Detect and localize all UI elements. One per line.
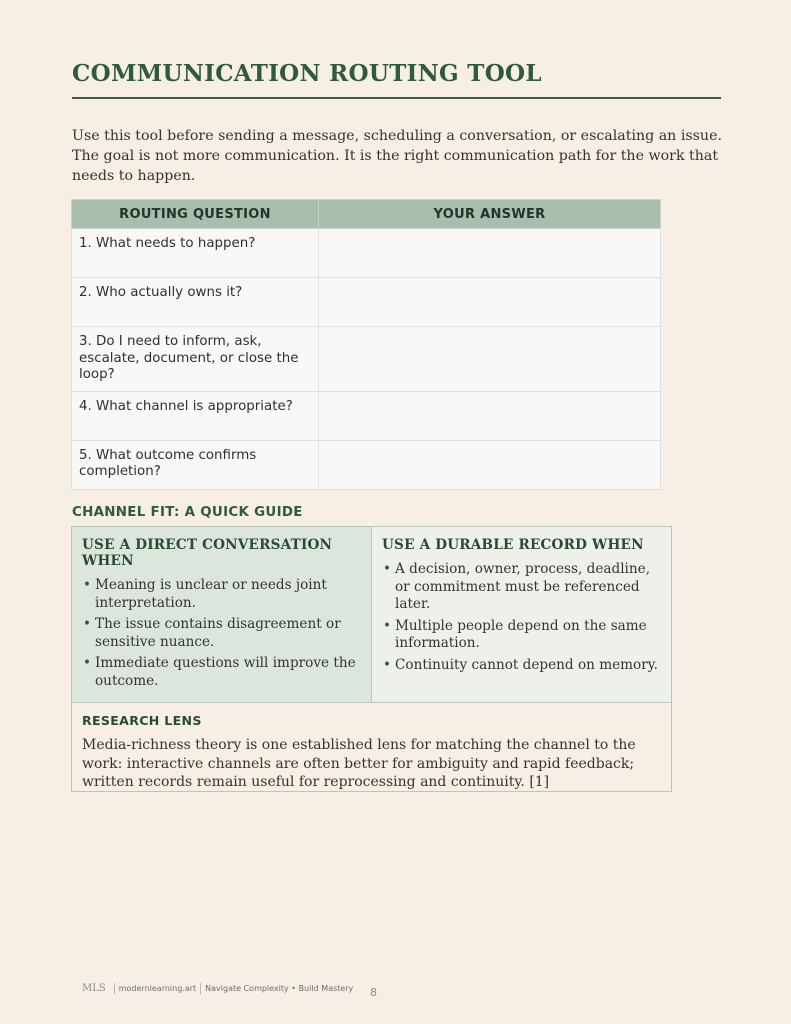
durable-record-title: USE A DURABLE RECORD WHEN bbox=[382, 537, 644, 553]
list-item: • The issue contains disagreement or sensitive nuance. bbox=[83, 616, 341, 650]
footer-divider bbox=[200, 983, 201, 994]
answer-cell[interactable] bbox=[319, 440, 661, 489]
bullet-icon: • bbox=[83, 655, 92, 671]
footer bbox=[82, 983, 353, 994]
table-row bbox=[72, 229, 661, 278]
bullet-icon: • bbox=[383, 656, 392, 673]
answer-cell[interactable] bbox=[319, 327, 661, 392]
routing-question: 1. What needs to happen? bbox=[72, 229, 319, 278]
direct-conversation-title: USE A DIRECT CONVERSATION WHEN bbox=[82, 537, 333, 569]
list-item: • Multiple people depend on the same information. bbox=[383, 617, 647, 651]
direct-conversation-list bbox=[82, 577, 361, 690]
list-item: • Meaning is unclear or needs joint interpretation. bbox=[83, 577, 327, 611]
routing-table bbox=[71, 199, 661, 490]
table-header-row bbox=[72, 200, 661, 229]
title-divider bbox=[72, 97, 721, 99]
answer-cell[interactable] bbox=[319, 278, 661, 327]
research-lens-title: RESEARCH LENS bbox=[82, 713, 202, 728]
routing-question: 5. What outcome confirms completion? bbox=[72, 440, 319, 489]
page-number: 8 bbox=[370, 986, 377, 999]
routing-question: 4. What channel is appropriate? bbox=[72, 391, 319, 440]
direct-conversation-panel bbox=[72, 527, 372, 702]
research-lens-text: Media-richness theory is one established lens for matching the channel to the work: interactive channels are often better for ambiguity and rapid feedback; written records remain useful for reprocessing and continuity. [1] bbox=[82, 737, 636, 790]
list-item: • Continuity cannot depend on memory. bbox=[383, 656, 658, 673]
table-row bbox=[72, 327, 661, 392]
durable-record-panel bbox=[372, 527, 671, 702]
answer-cell[interactable] bbox=[319, 391, 661, 440]
research-lens-panel bbox=[72, 702, 671, 791]
durable-record-list bbox=[382, 561, 661, 674]
brand-logo: MLS bbox=[82, 983, 106, 994]
header-your-answer: YOUR ANSWER bbox=[319, 200, 661, 229]
routing-question: 3. Do I need to inform, ask, escalate, document, or close the loop? bbox=[72, 327, 319, 392]
list-item: • Immediate questions will improve the outcome. bbox=[83, 655, 356, 689]
channel-fit-heading: CHANNEL FIT: A QUICK GUIDE bbox=[72, 505, 303, 520]
table-row bbox=[72, 391, 661, 440]
bullet-icon: • bbox=[83, 577, 92, 593]
answer-cell[interactable] bbox=[319, 229, 661, 278]
table-row bbox=[72, 278, 661, 327]
routing-question: 2. Who actually owns it? bbox=[72, 278, 319, 327]
footer-divider bbox=[114, 983, 115, 994]
list-item: • A decision, owner, process, deadline, or commitment must be referenced later. bbox=[383, 561, 651, 612]
channel-fit-guide bbox=[71, 526, 672, 792]
header-routing-question: ROUTING QUESTION bbox=[72, 200, 319, 229]
table-row bbox=[72, 440, 661, 489]
intro-paragraph: Use this tool before sending a message, scheduling a conversation, or escalating an issue. The goal is not more communication. It is the right communication path for the work that needs to happen. bbox=[72, 128, 722, 184]
footer-tagline: Navigate Complexity • Build Mastery bbox=[205, 984, 354, 993]
footer-site: modernlearning.art bbox=[118, 984, 197, 993]
bullet-icon: • bbox=[383, 617, 392, 634]
bullet-icon: • bbox=[83, 616, 92, 632]
page-title: COMMUNICATION ROUTING TOOL bbox=[72, 60, 542, 87]
bullet-icon: • bbox=[383, 561, 392, 577]
